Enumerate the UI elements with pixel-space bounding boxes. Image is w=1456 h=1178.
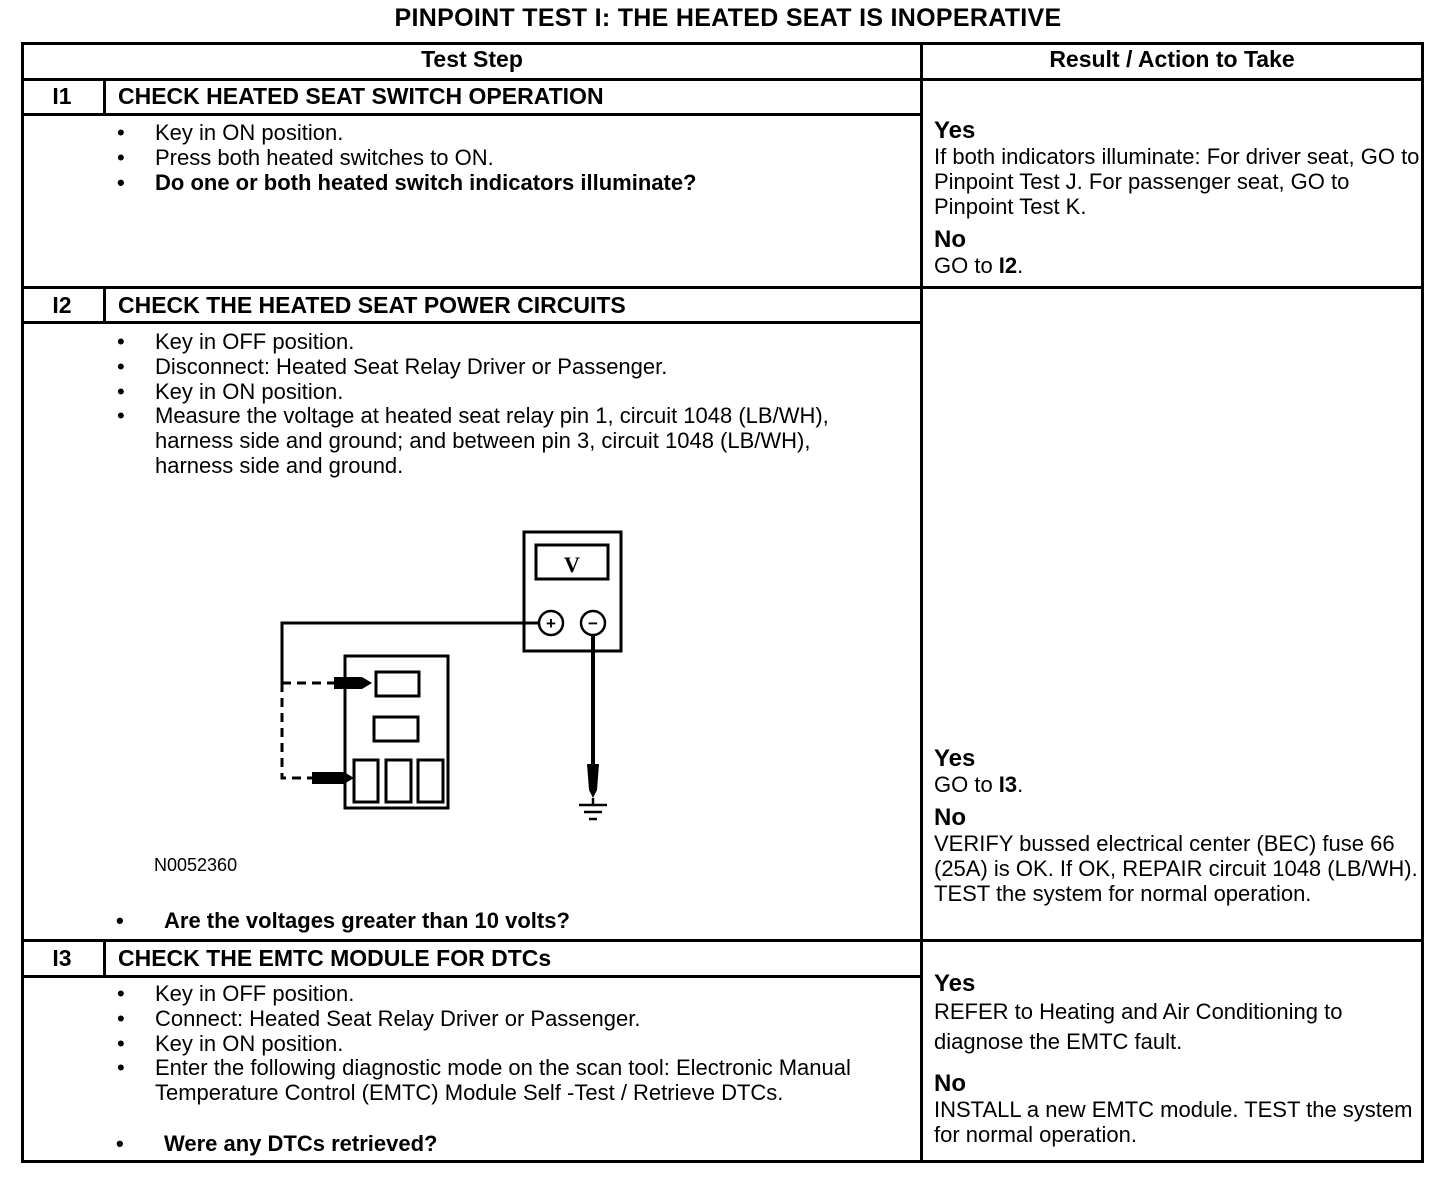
instruction-item: • Key in ON position.: [117, 1032, 877, 1057]
step-title: CHECK THE EMTC MODULE FOR DTCs: [118, 945, 552, 971]
step-reference: I3: [998, 772, 1018, 797]
meter-label: V: [564, 552, 580, 577]
result-text: If both indicators illuminate: For driver seat, GO to Pinpoint Test J. For passenger seat, GO to Pinpoint Test K.: [934, 144, 1420, 219]
result-text: INSTALL a new EMTC module. TEST the system for normal operation.: [934, 1097, 1413, 1147]
result-label: Yes: [934, 970, 976, 997]
step-id: I1: [52, 83, 72, 109]
instruction-item: • Key in OFF position.: [117, 982, 877, 1007]
step-title: CHECK THE HEATED SEAT POWER CIRCUITS: [118, 292, 626, 318]
figure-id: N0052360: [154, 855, 238, 875]
step-id: I3: [52, 945, 72, 971]
result-label: Yes: [934, 745, 976, 772]
step-result: [934, 971, 1420, 1147]
step-id: I2: [52, 292, 72, 318]
result-text: REFER to Heating and Air Conditioning to diagnose the EMTC fault.: [934, 999, 1343, 1054]
instruction-item: • Key in ON position.: [117, 380, 857, 405]
plus-terminal: +: [546, 614, 556, 633]
result-text: GO to I2.: [934, 253, 1024, 278]
minus-terminal: −: [588, 614, 598, 633]
test-leads: [282, 623, 593, 778]
step-result: [934, 746, 1420, 906]
voltmeter-icon: [524, 532, 621, 651]
instruction-item: • Press both heated switches to ON.: [117, 146, 907, 171]
step-question: • Were any DTCs retrieved?: [116, 1131, 438, 1156]
step-instructions: [117, 982, 877, 1106]
instruction-item: • Key in OFF position.: [117, 330, 857, 355]
step-question: • Are the voltages greater than 10 volts?: [116, 908, 570, 933]
result-text: GO to I3.: [934, 772, 1024, 797]
result-label: Yes: [934, 117, 976, 144]
instruction-item: • Key in ON position.: [117, 121, 907, 146]
column-header-result: Result / Action to Take: [1049, 46, 1295, 72]
step-title: CHECK HEATED SEAT SWITCH OPERATION: [118, 83, 604, 109]
ground-icon: [579, 798, 607, 819]
result-text: VERIFY bussed electrical center (BEC) fuse 66 (25A) is OK. If OK, REPAIR circuit 1048 (LB/WH). TEST the system for normal operation.: [934, 831, 1418, 906]
instruction-item: • Enter the following diagnostic mode on the scan tool: Electronic Manual Temperature Control (EMTC) Module Self -Test / Retrieve DTCs.: [117, 1056, 877, 1106]
instruction-item: • Connect: Heated Seat Relay Driver or Passenger.: [117, 1007, 877, 1032]
result-label: No: [934, 226, 966, 253]
result-label: No: [934, 804, 966, 831]
column-header-test-step: Test Step: [421, 46, 523, 72]
step-question: • Do one or both heated switch indicators illuminate?: [117, 171, 907, 196]
step-result: [934, 118, 1420, 278]
result-label: No: [934, 1070, 966, 1097]
instruction-item: • Disconnect: Heated Seat Relay Driver or Passenger.: [117, 355, 857, 380]
step-reference: I2: [998, 253, 1018, 278]
page-title: PINPOINT TEST I: THE HEATED SEAT IS INOPERATIVE: [394, 4, 1062, 32]
instruction-item: • Measure the voltage at heated seat relay pin 1, circuit 1048 (LB/WH), harness side and ground; and between pin 3, circuit 1048 (LB/WH), harness side and ground.: [117, 404, 857, 478]
